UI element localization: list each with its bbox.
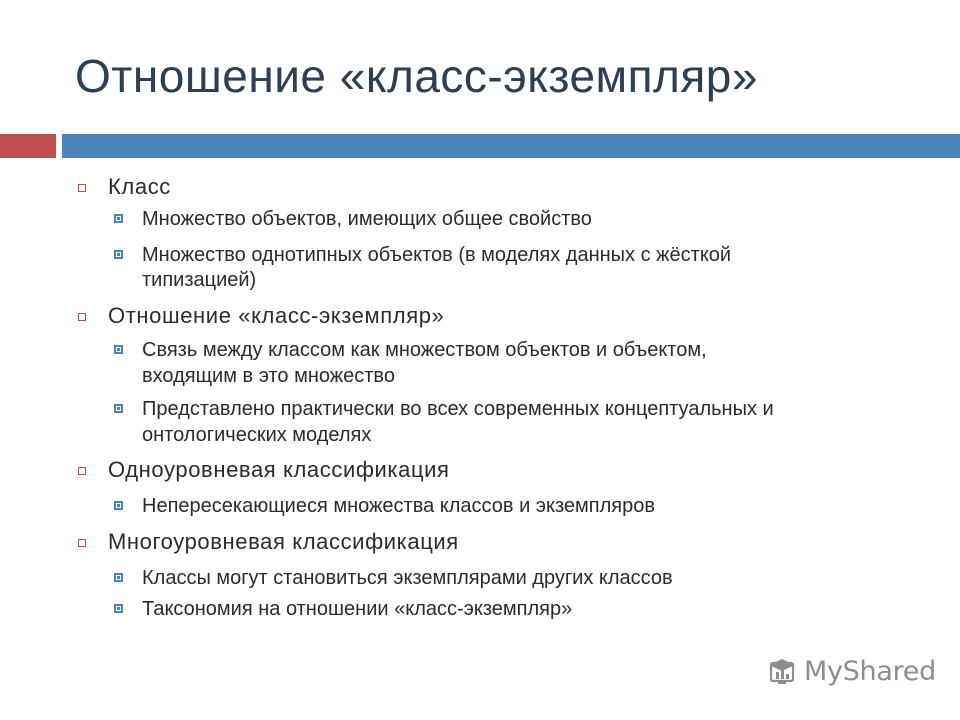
section-heading: Отношение «класс-экземпляр» (108, 303, 445, 328)
list-item-continuation: входящим в это множество (142, 365, 395, 387)
list-item: Связь между классом как множеством объектов и объектом, (142, 339, 707, 361)
watermark (768, 656, 936, 687)
watermark-text: MyShared (804, 656, 936, 687)
square-bullet-icon (78, 184, 86, 192)
square-bullet-icon (114, 573, 123, 582)
square-bullet-icon (78, 539, 86, 547)
list-item-continuation: типизацией) (142, 269, 257, 291)
list-item: Таксономия на отношении «класс-экземпляр» (142, 598, 573, 620)
list-item: Множество однотипных объектов (в моделях данных с жёсткой (142, 244, 732, 266)
square-bullet-icon (78, 467, 86, 475)
square-bullet-icon (78, 313, 86, 321)
list-item: Классы могут становиться экземплярами других классов (142, 567, 673, 589)
section-heading: Одноуровневая классификация (108, 457, 450, 482)
list-item: Множество объектов, имеющих общее свойство (142, 208, 592, 230)
mortarboard-icon (768, 657, 798, 687)
slide-title: Отношение «класс-экземпляр» (75, 50, 758, 102)
section-heading: Класс (108, 174, 171, 199)
list-item: Непересекающиеся множества классов и экземпляров (142, 495, 655, 517)
title-accent-bar-red (0, 134, 56, 158)
square-bullet-icon (114, 345, 123, 354)
list-item: Представлено практически во всех современных концептуальных и (142, 398, 774, 420)
square-bullet-icon (114, 250, 123, 259)
section-heading: Многоуровневая классификация (108, 529, 459, 554)
list-item-continuation: онтологических моделях (142, 424, 372, 446)
square-bullet-icon (114, 604, 123, 613)
title-accent-bar-blue (62, 134, 960, 158)
square-bullet-icon (114, 501, 123, 510)
square-bullet-icon (114, 214, 123, 223)
square-bullet-icon (114, 404, 123, 413)
